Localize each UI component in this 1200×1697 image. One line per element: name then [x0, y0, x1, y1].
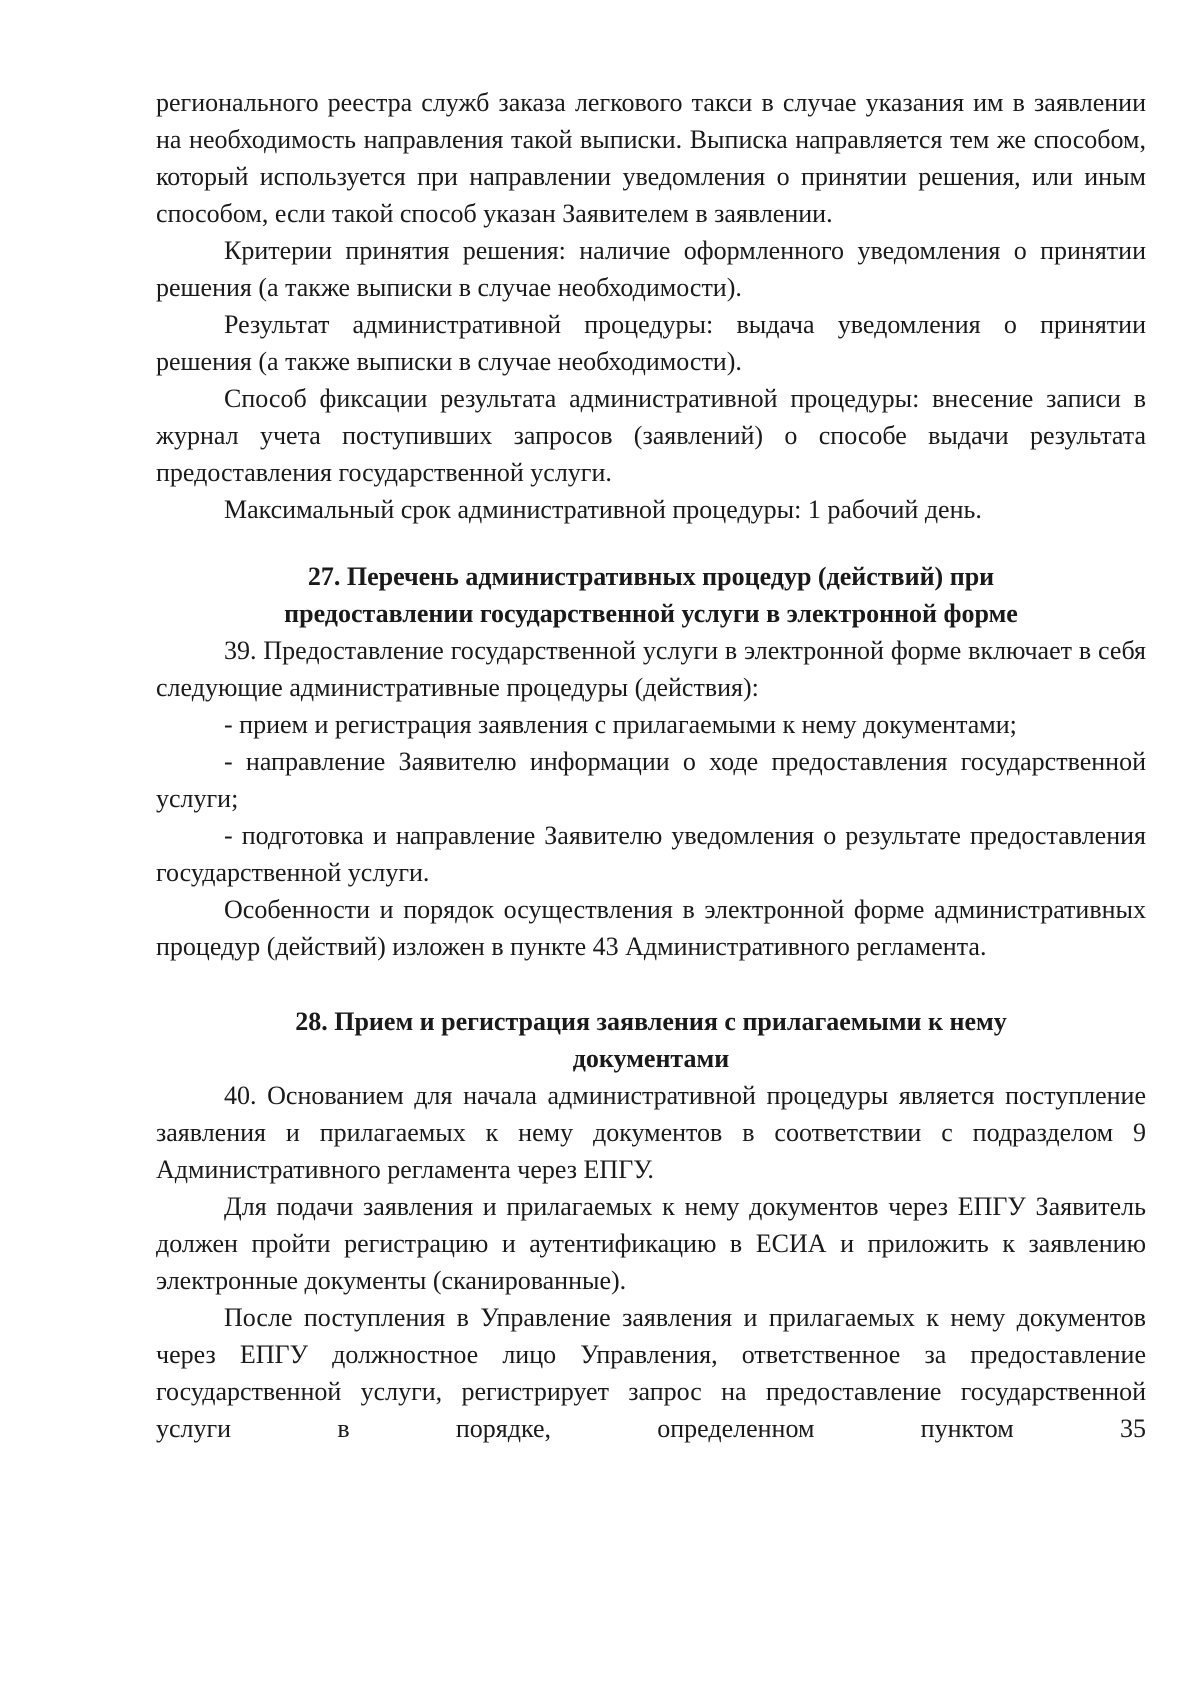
spacer	[156, 965, 1146, 1003]
paragraph-criteria: Критерии принятия решения: наличие оформленного уведомления о принятии решения (а также выписки в случае необходимости).	[156, 236, 1146, 302]
paragraph-continuation: регионального реестра служб заказа легкового такси в случае указания им в заявлении на необходимость направления такой выписки. Выписка направляется тем же способом, который используется при направлении уведомления о принятии решения, или иным способом, если такой способ указан Заявителем в заявлении.	[156, 88, 1146, 228]
paragraph-result: Результат административной процедуры: выдача уведомления о принятии решения (а также выписки в случае необходимости).	[156, 310, 1146, 376]
paragraph-submission: Для подачи заявления и прилагаемых к нему документов через ЕПГУ Заявитель должен пройти регистрацию и аутентификацию в ЕСИА и приложить к заявлению электронные документы (сканированные).	[156, 1192, 1146, 1295]
section-27-heading-line-2: предоставлении государственной услуги в электронной форме	[284, 599, 1018, 628]
paragraph-features: Особенности и порядок осуществления в электронной форме административных процедур (действий) изложен в пункте 43 Административного регламента.	[156, 895, 1146, 961]
paragraph-39: 39. Предоставление государственной услуги в электронной форме включает в себя следующие административные процедуры (действия):	[156, 636, 1146, 702]
paragraph-max-term: Максимальный срок административной процедуры: 1 рабочий день.	[224, 495, 982, 524]
paragraph-40: 40. Основанием для начала административной процедуры является поступление заявления и прилагаемых к нему документов в соответствии с подразделом 9 Административного регламента через ЕПГУ.	[156, 1081, 1146, 1184]
section-28-heading-line-1: 28. Прием и регистрация заявления с прилагаемыми к нему	[295, 1007, 1007, 1036]
list-item-information: - направление Заявителю информации о ходе предоставления государственной услуги;	[156, 747, 1146, 813]
paragraph-registration: После поступления в Управление заявления и прилагаемых к нему документов через ЕПГУ должностное лицо Управления, ответственное за предоставление государственной услуги, регистрирует запрос на предоставление государственной услуги в порядке, определенном пунктом 35	[156, 1303, 1146, 1443]
list-item-notification: - подготовка и направление Заявителю уведомления о результате предоставления государственной услуги.	[156, 821, 1146, 887]
section-27-heading-line-1: 27. Перечень административных процедур (действий) при	[307, 562, 995, 591]
spacer	[156, 528, 1146, 558]
document-page	[156, 84, 1146, 1447]
section-28-heading-line-2: документами	[572, 1044, 730, 1073]
list-item-reception: - прием и регистрация заявления с прилагаемыми к нему документами;	[224, 710, 1017, 739]
paragraph-fixation: Способ фиксации результата административной процедуры: внесение записи в журнал учета поступивших запросов (заявлений) о способе выдачи результата предоставления государственной услуги.	[156, 384, 1146, 487]
